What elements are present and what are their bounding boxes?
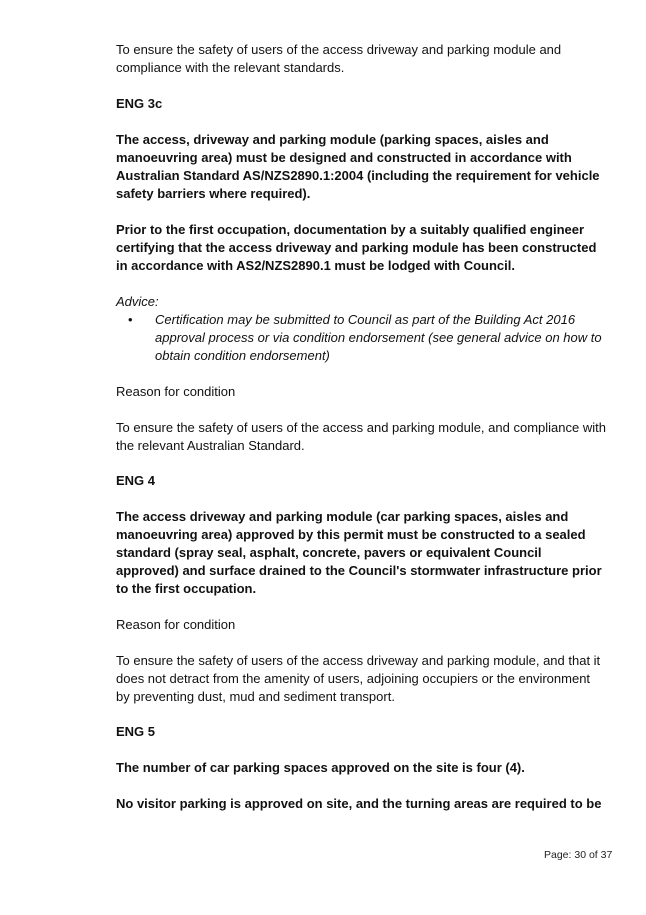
condition-heading-eng-3c: ENG 3c — [116, 96, 163, 111]
paragraph-reason-standard: To ensure the safety of users of the access and parking module, and compliance with the relevant Australian Standard. — [116, 420, 606, 453]
advice-label: Advice: — [116, 294, 159, 309]
condition-heading-eng-4: ENG 4 — [116, 473, 156, 488]
advice-bullet-text: Certification may be submitted to Council as part of the Building Act 2016 approval process or via condition endorsement (see general advice on how to obtain condition endorsement) — [155, 312, 602, 363]
advice-bullet-item — [116, 311, 606, 365]
page-number: Page: 30 of 37 — [544, 849, 613, 861]
paragraph-visitor-parking: No visitor parking is approved on site, and the turning areas are required to be — [116, 796, 602, 811]
paragraph-sealed-standard: The access driveway and parking module (car parking spaces, aisles and manoeuvring area) approved by this permit must be constructed to a sealed standard (spray seal, asphalt, concrete, pavers or equivalent Council approved) and surface drained to the Council's stormwater infrastructure prior to the first occupation. — [116, 509, 602, 596]
paragraph-safety-compliance: To ensure the safety of users of the access driveway and parking module and compliance with the relevant standards. — [116, 42, 562, 75]
paragraph-reason-amenity: To ensure the safety of users of the access driveway and parking module, and that it does not detract from the amenity of users, adjoining occupiers or the environment by preventing dust, mud and sediment transport. — [116, 653, 601, 704]
paragraph-parking-spaces: The number of car parking spaces approved on the site is four (4). — [116, 760, 525, 775]
paragraph-certification-requirement: Prior to the first occupation, documentation by a suitably qualified engineer certifying that the access driveway and parking module has been constructed in accordance with AS2/NZS2890.1 must be lodged with Council. — [116, 222, 597, 273]
reason-label-2: Reason for condition — [116, 617, 236, 632]
reason-label-1: Reason for condition — [116, 384, 236, 399]
bullet-icon: • — [128, 312, 133, 327]
condition-heading-eng-5: ENG 5 — [116, 724, 156, 739]
paragraph-design-standard: The access, driveway and parking module (parking spaces, aisles and manoeuvring area) must be designed and constructed in accordance with Australian Standard AS/NZS2890.1:2004 (including the requirement for vehicle safety barriers where required). — [116, 132, 600, 201]
